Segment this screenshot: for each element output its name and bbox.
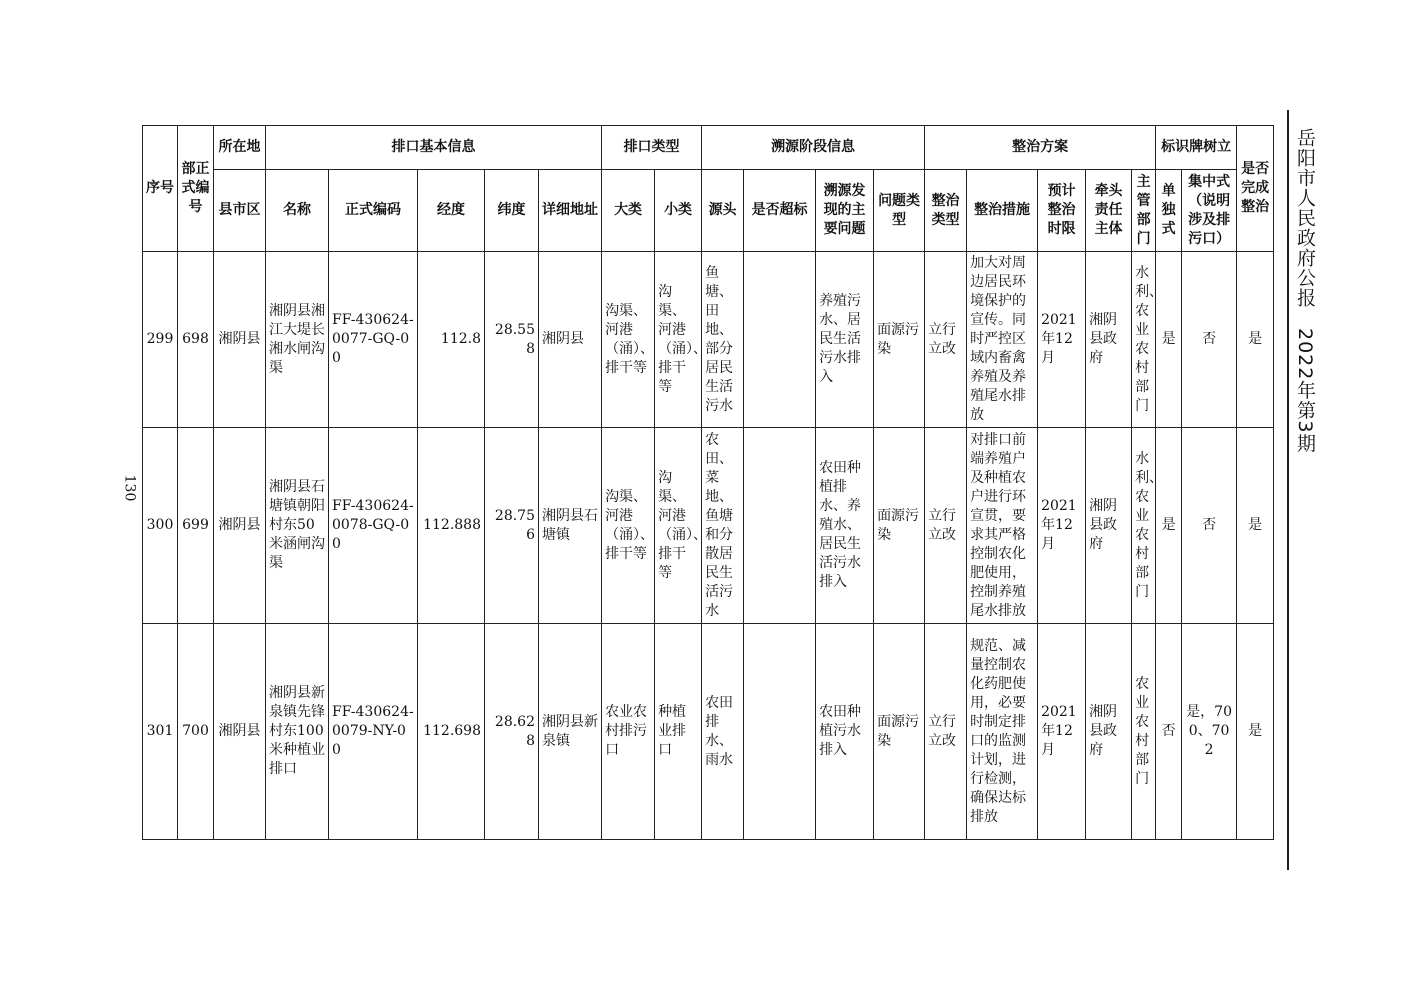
header-address: 详细地址 — [539, 170, 602, 252]
page-number: 130 — [121, 474, 138, 502]
cell-dept: 农业农村部门 — [1132, 624, 1156, 840]
cell-plantype: 立行立改 — [925, 428, 967, 624]
cell-big: 农业农村排污口 — [602, 624, 655, 840]
header-big: 大类 — [602, 170, 655, 252]
header-outlet-type: 排口类型 — [602, 126, 702, 170]
cell-plantype: 立行立改 — [925, 252, 967, 428]
cell-single: 否 — [1156, 624, 1182, 840]
cell-exceed — [744, 252, 816, 428]
cell-problem: 农田种植污水排入 — [816, 624, 874, 840]
header-ptype: 问题类型 — [874, 170, 925, 252]
cell-formal-no: 699 — [178, 428, 214, 624]
cell-dept: 水利、农业农村部门 — [1132, 428, 1156, 624]
cell-lead: 湘阴县政府 — [1086, 624, 1132, 840]
cell-problem: 农田种植排水、养殖水、居民生活污水排入 — [816, 428, 874, 624]
cell-small: 沟渠、河港（涌）、排干等 — [655, 428, 702, 624]
table-row — [143, 624, 1274, 840]
cell-plantype: 立行立改 — [925, 624, 967, 840]
cell-seq: 299 — [143, 252, 178, 428]
header-single: 单独式 — [1156, 170, 1182, 252]
cell-dept: 水利、农业农村部门 — [1132, 252, 1156, 428]
table-row — [143, 252, 1274, 428]
cell-big: 沟渠、河港（涌）、排干等 — [602, 252, 655, 428]
header-small: 小类 — [655, 170, 702, 252]
cell-county: 湘阴县 — [214, 428, 266, 624]
cell-address: 湘阴县 — [539, 252, 602, 428]
cell-deadline: 2021年12月 — [1038, 428, 1086, 624]
cell-formal-no: 700 — [178, 624, 214, 840]
cell-seq: 300 — [143, 428, 178, 624]
cell-central: 是，700、702 — [1182, 624, 1237, 840]
cell-code: FF-430624-0079-NY-00 — [329, 624, 418, 840]
cell-county: 湘阴县 — [214, 252, 266, 428]
header-seq: 序号 — [143, 126, 178, 252]
cell-measure: 加大对周边居民环境保护的宣传。同时严控区域内畜禽养殖及养殖尾水排放 — [967, 252, 1038, 428]
outlet-table — [142, 125, 1274, 840]
header-formal-no: 部正式编号 — [178, 126, 214, 252]
cell-lat: 28.756 — [485, 428, 539, 624]
header-central: 集中式（说明涉及排污口） — [1182, 170, 1237, 252]
cell-big: 沟渠、河港（涌）、排干等 — [602, 428, 655, 624]
cell-code: FF-430624-0078-GQ-00 — [329, 428, 418, 624]
header-plan: 整治方案 — [925, 126, 1156, 170]
cell-lng: 112.8 — [418, 252, 485, 428]
header-lng: 经度 — [418, 170, 485, 252]
cell-ptype: 面源污染 — [874, 428, 925, 624]
cell-lead: 湘阴县政府 — [1086, 252, 1132, 428]
cell-address: 湘阴县新泉镇 — [539, 624, 602, 840]
cell-lat: 28.628 — [485, 624, 539, 840]
cell-central: 否 — [1182, 428, 1237, 624]
cell-name: 湘阴县湘江大堤长湘水闸沟渠 — [266, 252, 329, 428]
cell-seq: 301 — [143, 624, 178, 840]
cell-ptype: 面源污染 — [874, 252, 925, 428]
header-problem: 溯源发现的主要问题 — [816, 170, 874, 252]
header-source: 源头 — [702, 170, 744, 252]
cell-single: 是 — [1156, 252, 1182, 428]
cell-done: 是 — [1237, 252, 1274, 428]
cell-exceed — [744, 624, 816, 840]
cell-code: FF-430624-0077-GQ-00 — [329, 252, 418, 428]
header-plantype: 整治类型 — [925, 170, 967, 252]
side-title: 岳阳市人民政府公报 2022年第3期 — [1294, 128, 1316, 454]
cell-name: 湘阴县石塘镇朝阳村东50米涵闸沟渠 — [266, 428, 329, 624]
cell-measure: 对排口前端养殖户及种植农户进行环宣贯，要求其严格控制农化肥使用，控制养殖尾水排放 — [967, 428, 1038, 624]
header-county: 县市区 — [214, 170, 266, 252]
cell-single: 是 — [1156, 428, 1182, 624]
cell-exceed — [744, 428, 816, 624]
header-sign: 标识牌树立 — [1156, 126, 1237, 170]
header-deadline: 预计整治时限 — [1038, 170, 1086, 252]
cell-source: 农田排水、雨水 — [702, 624, 744, 840]
cell-address: 湘阴县石塘镇 — [539, 428, 602, 624]
cell-county: 湘阴县 — [214, 624, 266, 840]
header-exceed: 是否超标 — [744, 170, 816, 252]
header-lead: 牵头责任主体 — [1086, 170, 1132, 252]
cell-small: 沟渠、河港（涌）、排干等 — [655, 252, 702, 428]
cell-lead: 湘阴县政府 — [1086, 428, 1132, 624]
header-lat: 纬度 — [485, 170, 539, 252]
cell-deadline: 2021年12月 — [1038, 252, 1086, 428]
header-trace: 溯源阶段信息 — [702, 126, 925, 170]
cell-formal-no: 698 — [178, 252, 214, 428]
header-dept: 主管部门 — [1132, 170, 1156, 252]
header-done: 是否完成整治 — [1237, 126, 1274, 252]
cell-measure: 规范、减量控制农化药肥使用，必要时制定排口的监测计划，进行检测，确保达标排放 — [967, 624, 1038, 840]
cell-lat: 28.558 — [485, 252, 539, 428]
table-row — [143, 428, 1274, 624]
header-measure: 整治措施 — [967, 170, 1038, 252]
cell-lng: 112.888 — [418, 428, 485, 624]
cell-lng: 112.698 — [418, 624, 485, 840]
header-basic-info: 排口基本信息 — [266, 126, 602, 170]
header-code: 正式编码 — [329, 170, 418, 252]
cell-done: 是 — [1237, 624, 1274, 840]
cell-deadline: 2021年12月 — [1038, 624, 1086, 840]
cell-ptype: 面源污染 — [874, 624, 925, 840]
header-name: 名称 — [266, 170, 329, 252]
side-rule — [1287, 110, 1289, 870]
cell-name: 湘阴县新泉镇先锋村东100米种植业排口 — [266, 624, 329, 840]
cell-central: 否 — [1182, 252, 1237, 428]
cell-source: 农田、菜地、鱼塘和分散居民生活污水 — [702, 428, 744, 624]
cell-small: 种植业排口 — [655, 624, 702, 840]
cell-done: 是 — [1237, 428, 1274, 624]
cell-source: 鱼塘、田地、部分居民生活污水 — [702, 252, 744, 428]
cell-problem: 养殖污水、居民生活污水排入 — [816, 252, 874, 428]
header-location: 所在地 — [214, 126, 266, 170]
